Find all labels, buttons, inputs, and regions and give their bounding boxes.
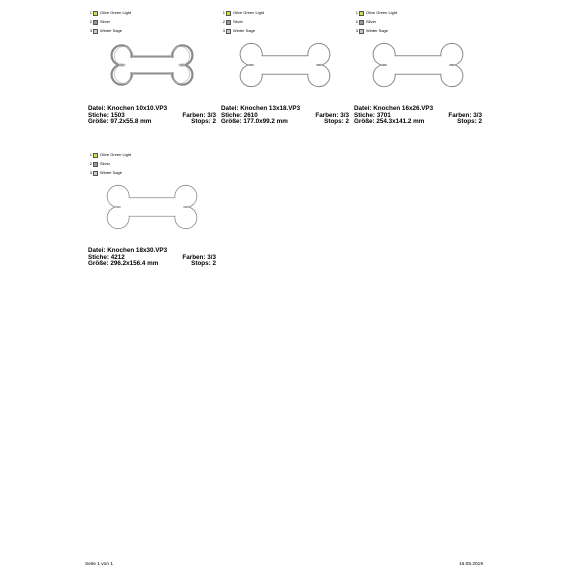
stop-count: 2 — [345, 118, 349, 126]
design-size: 177.0x99.2 mm — [243, 118, 288, 126]
color-name: Winter Sage — [233, 28, 256, 33]
stitch-line: Stiche: 1503 — [88, 111, 125, 119]
color-number: 3 — [222, 28, 225, 33]
palette-row — [88, 18, 131, 26]
stitch-line: Stiche: 2610 — [221, 111, 258, 119]
color-line: Farben: 3/3 — [315, 111, 349, 119]
file-name: Knochen 16x26.VP3 — [373, 105, 434, 112]
color-line: Farben: 3/3 — [448, 111, 482, 119]
color-palette — [88, 9, 131, 36]
file-line: Datei: Knochen 13x18.VP3 — [221, 105, 301, 112]
color-swatch — [93, 20, 98, 25]
design-card — [88, 151, 216, 271]
size-line: Größe: 296.2x156.4 mm — [88, 260, 159, 268]
file-name: Knochen 18x30.VP3 — [107, 247, 168, 254]
color-palette — [354, 9, 397, 36]
file-name: Knochen 13x18.VP3 — [240, 105, 301, 112]
color-name: Winter Sage — [100, 28, 123, 33]
color-number: 1 — [222, 10, 225, 15]
color-number: 3 — [89, 28, 92, 33]
stitch-line: Stiche: 3701 — [354, 111, 391, 119]
stitch-count: 4212 — [110, 253, 125, 261]
design-size: 97.2x55.8 mm — [110, 118, 152, 126]
color-name: Olive Green Light — [100, 10, 132, 15]
palette-row — [354, 9, 397, 17]
file-name: Knochen 10x10.VP3 — [107, 105, 168, 112]
stitch-line: Stiche: 4212 — [88, 253, 125, 261]
bone-icon — [221, 33, 349, 97]
color-name: Winter Sage — [100, 170, 123, 175]
color-name: Silver — [100, 161, 111, 166]
stops-line: Stops: 2 — [191, 118, 216, 126]
stitch-count: 3701 — [376, 111, 391, 119]
color-number: 2 — [222, 19, 225, 24]
size-line: Größe: 97.2x55.8 mm — [88, 118, 152, 126]
design-info — [88, 248, 216, 268]
stop-count: 2 — [478, 118, 482, 126]
color-number: 1 — [355, 10, 358, 15]
design-size: 296.2x156.4 mm — [110, 260, 159, 268]
color-swatch — [226, 20, 231, 25]
design-card — [354, 9, 482, 129]
color-palette — [221, 9, 264, 36]
color-number: 2 — [89, 19, 92, 24]
stop-count: 2 — [212, 260, 216, 268]
stop-count: 2 — [212, 118, 216, 126]
design-size: 254.3x141.2 mm — [376, 118, 425, 126]
color-name: Silver — [100, 19, 111, 24]
stitch-count: 2610 — [243, 111, 258, 119]
file-line: Datei: Knochen 18x30.VP3 — [88, 247, 168, 254]
color-name: Olive Green Light — [233, 10, 265, 15]
palette-row — [221, 18, 264, 26]
design-card — [221, 9, 349, 129]
color-number: 1 — [89, 152, 92, 157]
color-swatch — [359, 11, 364, 16]
bone-icon — [88, 33, 216, 97]
palette-row — [88, 151, 131, 159]
color-swatch — [93, 162, 98, 167]
page-number: Seite 1 von 1 — [85, 562, 114, 567]
stops-line: Stops: 2 — [324, 118, 349, 126]
color-number: 1 — [89, 10, 92, 15]
color-name: Olive Green Light — [366, 10, 398, 15]
stitch-count: 1503 — [110, 111, 125, 119]
stops-line: Stops: 2 — [457, 118, 482, 126]
size-line: Größe: 254.3x141.2 mm — [354, 118, 425, 126]
color-line: Farben: 3/3 — [182, 111, 216, 119]
color-palette — [88, 151, 131, 178]
design-info — [354, 106, 482, 126]
palette-row — [88, 160, 131, 168]
color-number: 2 — [89, 161, 92, 166]
design-info — [221, 106, 349, 126]
size-line: Größe: 177.0x99.2 mm — [221, 118, 288, 126]
color-number: 3 — [355, 28, 358, 33]
palette-row — [354, 18, 397, 26]
bone-icon — [88, 175, 216, 239]
color-swatch — [93, 153, 98, 158]
design-info — [88, 106, 216, 126]
color-number: 3 — [89, 170, 92, 175]
color-name: Silver — [233, 19, 244, 24]
color-line: Farben: 3/3 — [182, 253, 216, 261]
color-name: Winter Sage — [366, 28, 389, 33]
stops-line: Stops: 2 — [191, 260, 216, 268]
file-line: Datei: Knochen 16x26.VP3 — [354, 105, 434, 112]
palette-row — [88, 9, 131, 17]
design-card — [88, 9, 216, 129]
color-swatch — [359, 20, 364, 25]
print-date: 16.05.2019 — [459, 562, 484, 567]
color-number: 2 — [355, 19, 358, 24]
color-count: 3/3 — [473, 111, 482, 119]
color-count: 3/3 — [207, 253, 216, 261]
color-name: Silver — [366, 19, 377, 24]
bone-icon — [354, 33, 482, 97]
color-name: Olive Green Light — [100, 152, 132, 157]
color-swatch — [93, 11, 98, 16]
file-line: Datei: Knochen 10x10.VP3 — [88, 105, 168, 112]
color-count: 3/3 — [207, 111, 216, 119]
color-count: 3/3 — [340, 111, 349, 119]
palette-row — [221, 9, 264, 17]
color-swatch — [226, 11, 231, 16]
